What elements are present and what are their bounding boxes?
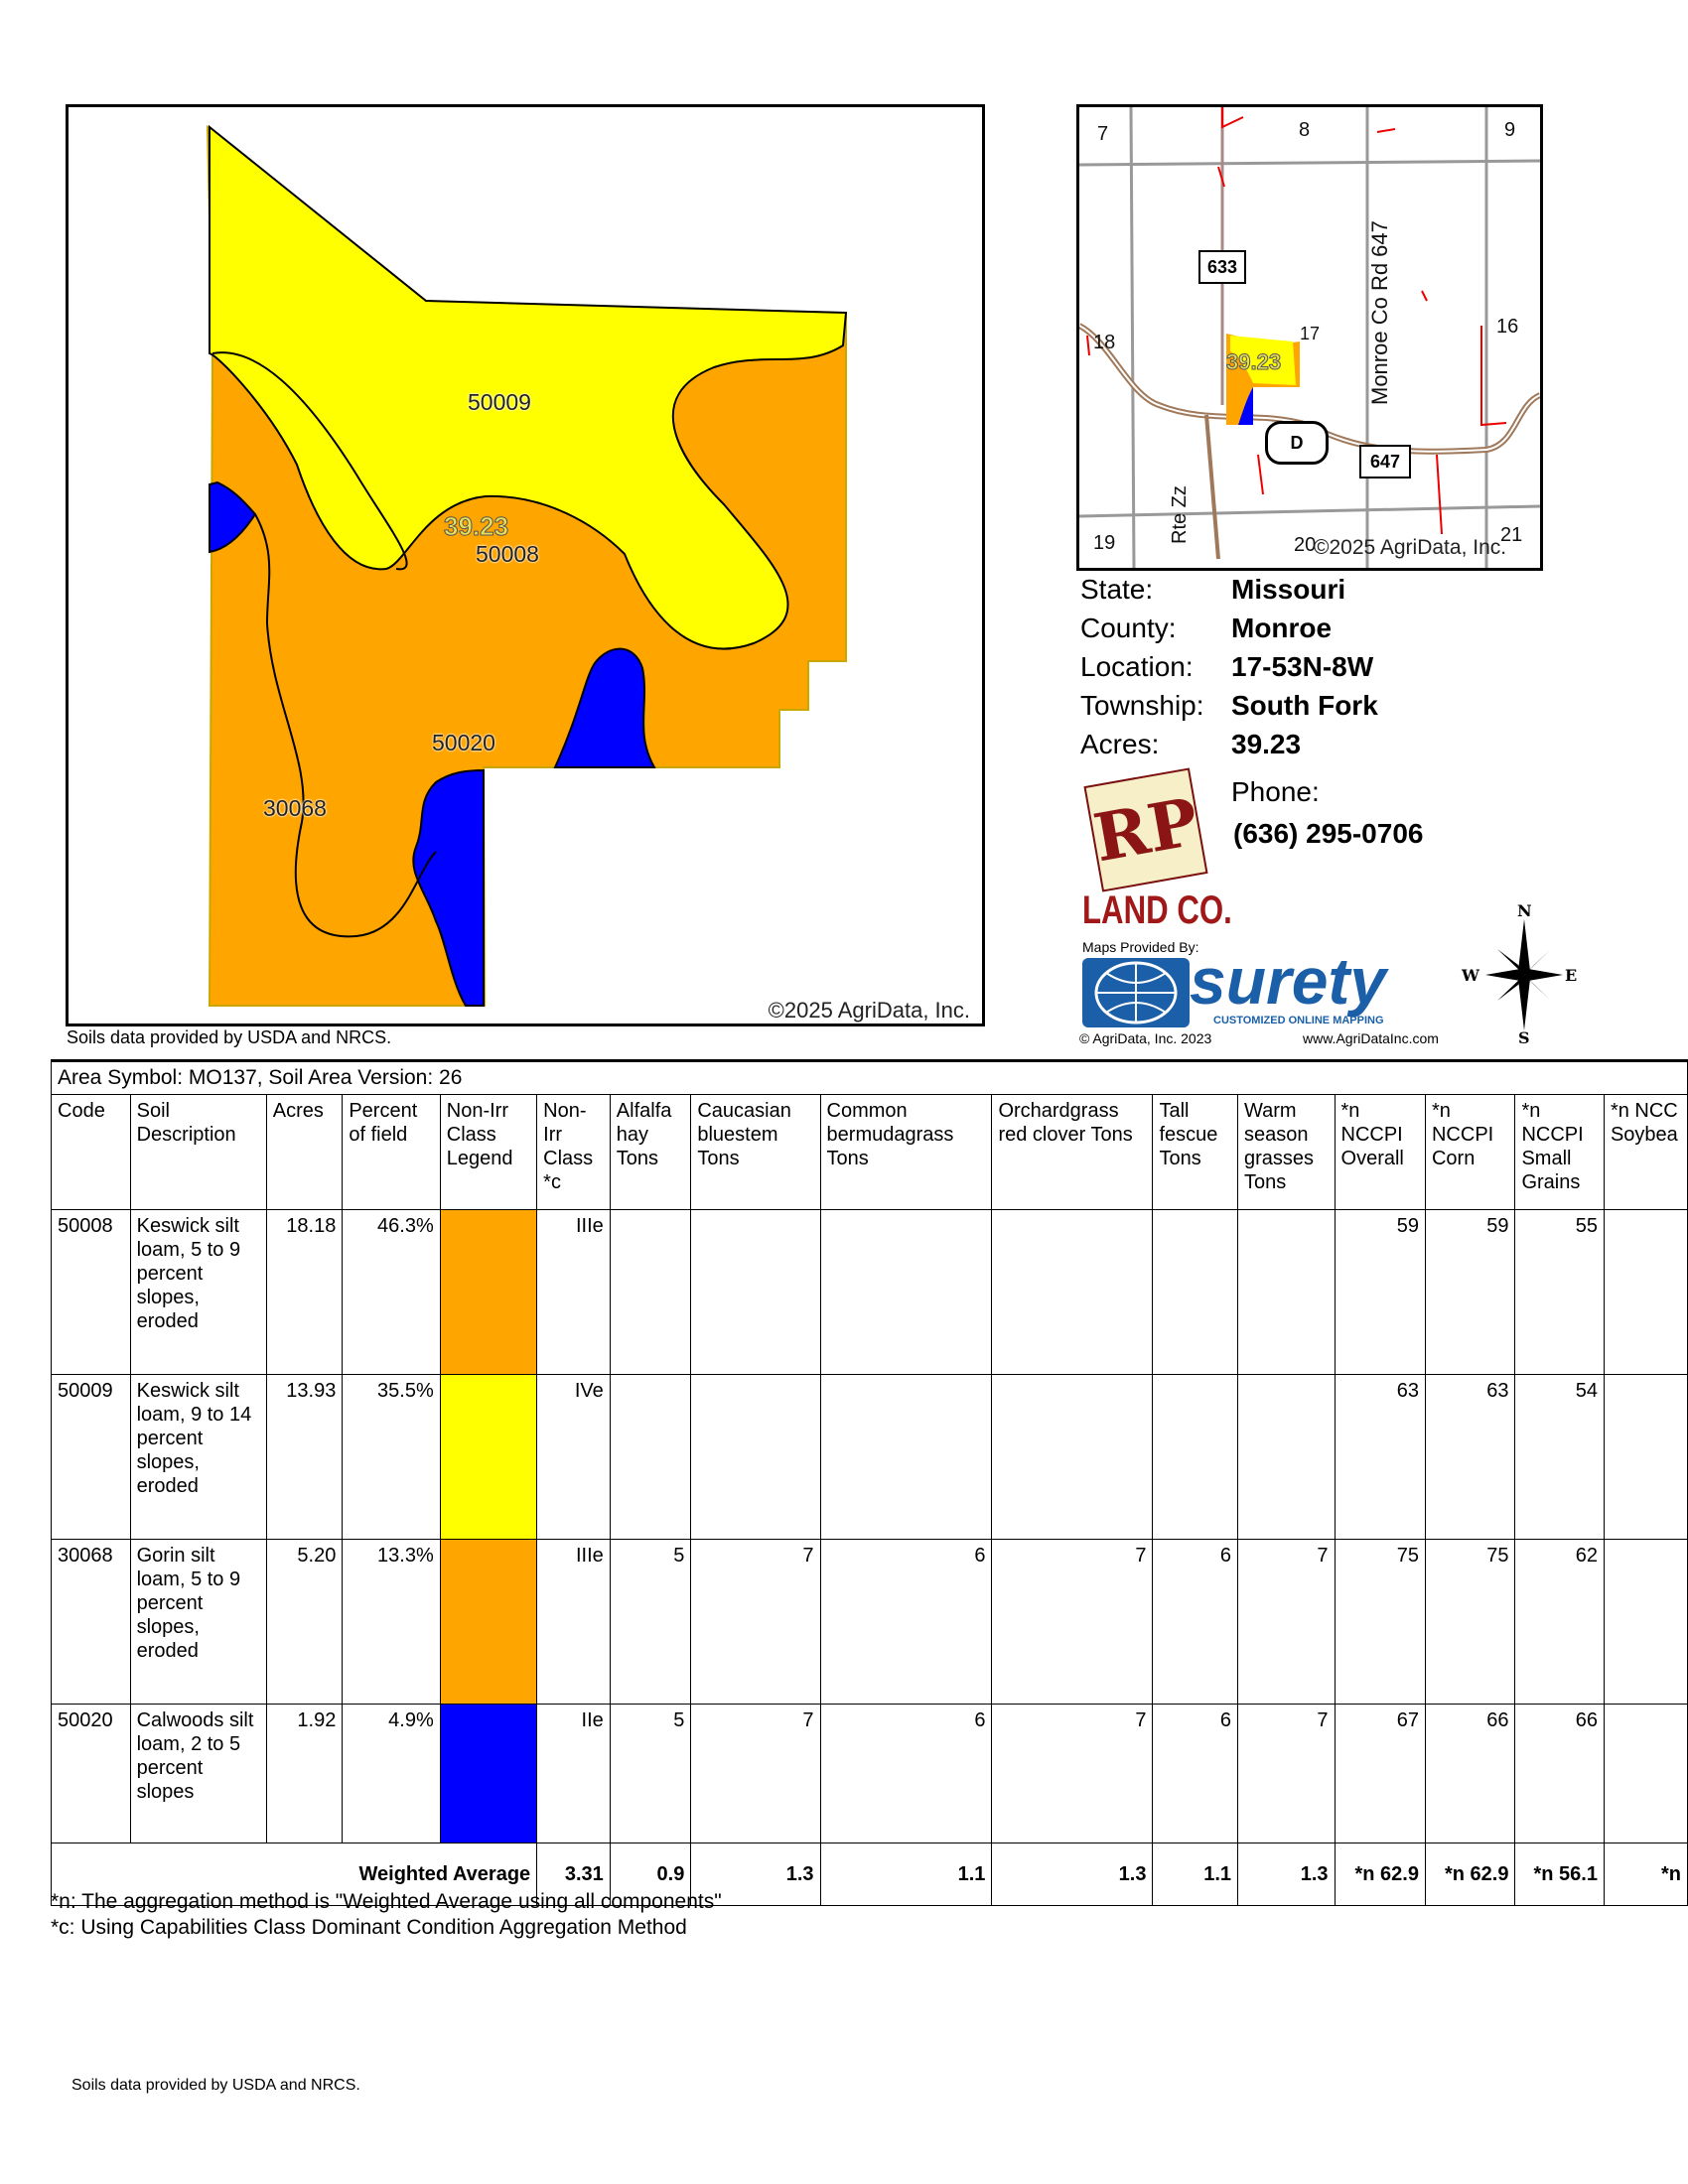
table-cell-soy — [1604, 1375, 1687, 1540]
section-8: 8 — [1299, 119, 1311, 141]
location-key: Location: — [1080, 651, 1194, 682]
col-header: Warm season grasses Tons — [1238, 1095, 1336, 1210]
surety-logo-text: surety — [1190, 944, 1387, 1018]
table-row — [52, 1210, 1688, 1375]
table-cell-code: 30068 — [52, 1540, 131, 1705]
compass-w: W — [1462, 966, 1479, 985]
phone-key: Phone: — [1231, 776, 1320, 807]
map-label-50020: 50020 — [432, 730, 495, 755]
rp-logo — [1083, 767, 1207, 891]
avg-orchard: 1.3 — [992, 1843, 1153, 1906]
locator-acre-label: 39.23 — [1226, 349, 1282, 374]
table-cell-alf — [610, 1375, 691, 1540]
table-cell-small: 55 — [1515, 1210, 1605, 1375]
col-header: Soil Description — [130, 1095, 266, 1210]
highway-633-shield: 633 — [1198, 250, 1246, 284]
table-cell-desc: Keswick silt loam, 9 to 14 percent slopes, eroded — [130, 1375, 266, 1540]
surety-tagline: CUSTOMIZED ONLINE MAPPING — [1213, 1015, 1384, 1026]
section-16: 16 — [1496, 316, 1519, 338]
col-header: Orchardgrass red clover Tons — [992, 1095, 1153, 1210]
table-cell-desc: Calwoods silt loam, 2 to 5 percent slopes — [130, 1705, 266, 1843]
road-label-monroe: Monroe Co Rd 647 — [1367, 220, 1392, 405]
table-cell-small: 66 — [1515, 1705, 1605, 1843]
table-cell-acres: 5.20 — [266, 1540, 343, 1705]
table-cell-orch: 7 — [992, 1705, 1153, 1843]
table-row — [52, 1540, 1688, 1705]
phone-value: (636) 295-0706 — [1233, 818, 1424, 849]
avg-caucasian: 1.3 — [691, 1843, 820, 1906]
map-acre-label: 39.23 — [444, 511, 509, 541]
table-cell-cls: IIe — [537, 1705, 611, 1843]
note-c: *c: Using Capabilities Class Dominant Condition Aggregation Method — [51, 1916, 687, 1939]
table-cell-cls: IVe — [537, 1375, 611, 1540]
table-cell-alf: 5 — [610, 1705, 691, 1843]
agridata-copyright: © AgriData, Inc. 2023 — [1079, 1030, 1212, 1046]
weighted-average-label: Weighted Average — [52, 1843, 537, 1906]
table-cell-cauc: 7 — [691, 1540, 820, 1705]
table-cell-cauc — [691, 1210, 820, 1375]
table-cell-cauc: 7 — [691, 1705, 820, 1843]
table-cell-corn: 59 — [1425, 1210, 1514, 1375]
avg-corn: *n 62.9 — [1425, 1843, 1514, 1906]
map-label-50009: 50009 — [468, 389, 531, 415]
table-cell-pct: 4.9% — [343, 1705, 440, 1843]
avg-warm: 1.3 — [1238, 1843, 1336, 1906]
map-label-30068: 30068 — [263, 795, 327, 821]
avg-class: 3.31 — [537, 1843, 611, 1906]
table-cell-berm: 6 — [820, 1540, 992, 1705]
area-symbol: Area Symbol: MO137, Soil Area Version: 26 — [52, 1061, 1688, 1095]
section-19: 19 — [1093, 532, 1116, 554]
table-cell-acres: 13.93 — [266, 1375, 343, 1540]
col-header: Tall fescue Tons — [1153, 1095, 1238, 1210]
class-legend-swatch — [440, 1540, 536, 1705]
col-header: Non-Irr Class Legend — [440, 1095, 536, 1210]
table-cell-warm — [1238, 1375, 1336, 1540]
locator-copyright: ©2025 AgriData, Inc. — [1314, 536, 1507, 559]
col-header: *n NCCPI Small Grains — [1515, 1095, 1605, 1210]
state-key: State: — [1080, 574, 1154, 605]
table-cell-desc: Keswick silt loam, 5 to 9 percent slopes, eroded — [130, 1210, 266, 1375]
soil-table — [51, 1059, 1688, 1906]
col-header: *n NCCPI Corn — [1425, 1095, 1514, 1210]
table-cell-corn: 63 — [1425, 1375, 1514, 1540]
table-cell-berm — [820, 1375, 992, 1540]
area-symbol-row — [52, 1061, 1688, 1095]
table-cell-cls: IIIe — [537, 1210, 611, 1375]
township-value: South Fork — [1231, 690, 1378, 721]
highway-d-shield: D — [1265, 421, 1329, 465]
compass-e: E — [1565, 966, 1578, 985]
table-cell-code: 50020 — [52, 1705, 131, 1843]
soils-note-bottom: Soils data provided by USDA and NRCS. — [71, 2077, 360, 2094]
table-cell-warm: 7 — [1238, 1540, 1336, 1705]
agridata-url: www.AgriDataInc.com — [1303, 1030, 1439, 1046]
table-row — [52, 1375, 1688, 1540]
table-cell-acres: 18.18 — [266, 1210, 343, 1375]
table-cell-orch — [992, 1375, 1153, 1540]
table-cell-desc: Gorin silt loam, 5 to 9 percent slopes, eroded — [130, 1540, 266, 1705]
note-n: *n: The aggregation method is "Weighted Average using all components" — [51, 1890, 722, 1913]
col-header: Acres — [266, 1095, 343, 1210]
compass-rose-icon — [1462, 901, 1578, 1047]
col-header: *n NCC Soybea — [1604, 1095, 1687, 1210]
soil-map-copyright: ©2025 AgriData, Inc. — [768, 998, 970, 1023]
county-value: Monroe — [1231, 613, 1333, 643]
table-cell-code: 50008 — [52, 1210, 131, 1375]
col-header: Percent of field — [343, 1095, 440, 1210]
table-cell-soy — [1604, 1540, 1687, 1705]
table-cell-alf — [610, 1210, 691, 1375]
compass-s: S — [1518, 1028, 1530, 1047]
table-cell-cls: IIIe — [537, 1540, 611, 1705]
table-cell-fesc: 6 — [1153, 1540, 1238, 1705]
state-value: Missouri — [1231, 574, 1346, 605]
table-cell-soy — [1604, 1705, 1687, 1843]
table-cell-small: 54 — [1515, 1375, 1605, 1540]
table-row — [52, 1705, 1688, 1843]
avg-overall: *n 62.9 — [1335, 1843, 1425, 1906]
section-17: 17 — [1300, 324, 1321, 343]
avg-bermuda: 1.1 — [820, 1843, 992, 1906]
table-cell-corn: 75 — [1425, 1540, 1514, 1705]
table-cell-cauc — [691, 1375, 820, 1540]
table-cell-acres: 1.92 — [266, 1705, 343, 1843]
location-value: 17-53N-8W — [1231, 651, 1374, 682]
table-cell-small: 62 — [1515, 1540, 1605, 1705]
col-header: Non-Irr Class *c — [537, 1095, 611, 1210]
table-cell-pct: 13.3% — [343, 1540, 440, 1705]
table-cell-warm: 7 — [1238, 1705, 1336, 1843]
acres-key: Acres: — [1080, 729, 1160, 759]
col-header: Code — [52, 1095, 131, 1210]
soil-map — [66, 104, 985, 1026]
section-21: 21 — [1500, 524, 1523, 546]
rp-logo-text: RP — [1088, 782, 1204, 878]
section-7: 7 — [1097, 123, 1109, 145]
table-cell-soy — [1604, 1210, 1687, 1375]
class-legend-swatch — [440, 1210, 536, 1375]
township-key: Township: — [1080, 690, 1204, 721]
col-header: Caucasian bluestem Tons — [691, 1095, 820, 1210]
table-cell-warm — [1238, 1210, 1336, 1375]
table-cell-overall: 75 — [1335, 1540, 1425, 1705]
table-cell-pct: 35.5% — [343, 1375, 440, 1540]
map-label-50008: 50008 — [476, 541, 539, 567]
soils-note-top: Soils data provided by USDA and NRCS. — [67, 1027, 392, 1047]
surety-globe-icon — [1082, 958, 1190, 1027]
table-cell-fesc: 6 — [1153, 1705, 1238, 1843]
compass-n: N — [1517, 901, 1532, 920]
section-18: 18 — [1093, 332, 1116, 353]
table-cell-orch: 7 — [992, 1540, 1153, 1705]
locator-map — [1076, 104, 1543, 571]
table-cell-code: 50009 — [52, 1375, 131, 1540]
avg-soybean: *n — [1604, 1843, 1687, 1906]
table-header-row — [52, 1095, 1688, 1210]
county-key: County: — [1080, 613, 1177, 643]
table-cell-overall: 67 — [1335, 1705, 1425, 1843]
land-co-text: LAND CO. — [1082, 888, 1232, 932]
table-cell-berm — [820, 1210, 992, 1375]
avg-small-grains: *n 56.1 — [1515, 1843, 1605, 1906]
maps-provided-by: Maps Provided By: — [1082, 939, 1199, 955]
col-header: *n NCCPI Overall — [1335, 1095, 1425, 1210]
table-cell-orch — [992, 1210, 1153, 1375]
class-legend-swatch — [440, 1375, 536, 1540]
acres-value: 39.23 — [1231, 729, 1302, 759]
table-cell-fesc — [1153, 1210, 1238, 1375]
table-cell-corn: 66 — [1425, 1705, 1514, 1843]
avg-fescue: 1.1 — [1153, 1843, 1238, 1906]
section-20: 20 — [1294, 534, 1317, 556]
col-header: Alfalfa hay Tons — [610, 1095, 691, 1210]
class-legend-swatch — [440, 1705, 536, 1843]
table-cell-berm: 6 — [820, 1705, 992, 1843]
table-cell-fesc — [1153, 1375, 1238, 1540]
road-label-zz: Rte Zz — [1169, 485, 1191, 544]
table-cell-overall: 59 — [1335, 1210, 1425, 1375]
section-9: 9 — [1504, 119, 1516, 141]
table-cell-alf: 5 — [610, 1540, 691, 1705]
highway-647-shield: 647 — [1359, 445, 1411, 478]
table-cell-overall: 63 — [1335, 1375, 1425, 1540]
col-header: Common bermudagrass Tons — [820, 1095, 992, 1210]
table-cell-pct: 46.3% — [343, 1210, 440, 1375]
avg-alfalfa: 0.9 — [610, 1843, 691, 1906]
